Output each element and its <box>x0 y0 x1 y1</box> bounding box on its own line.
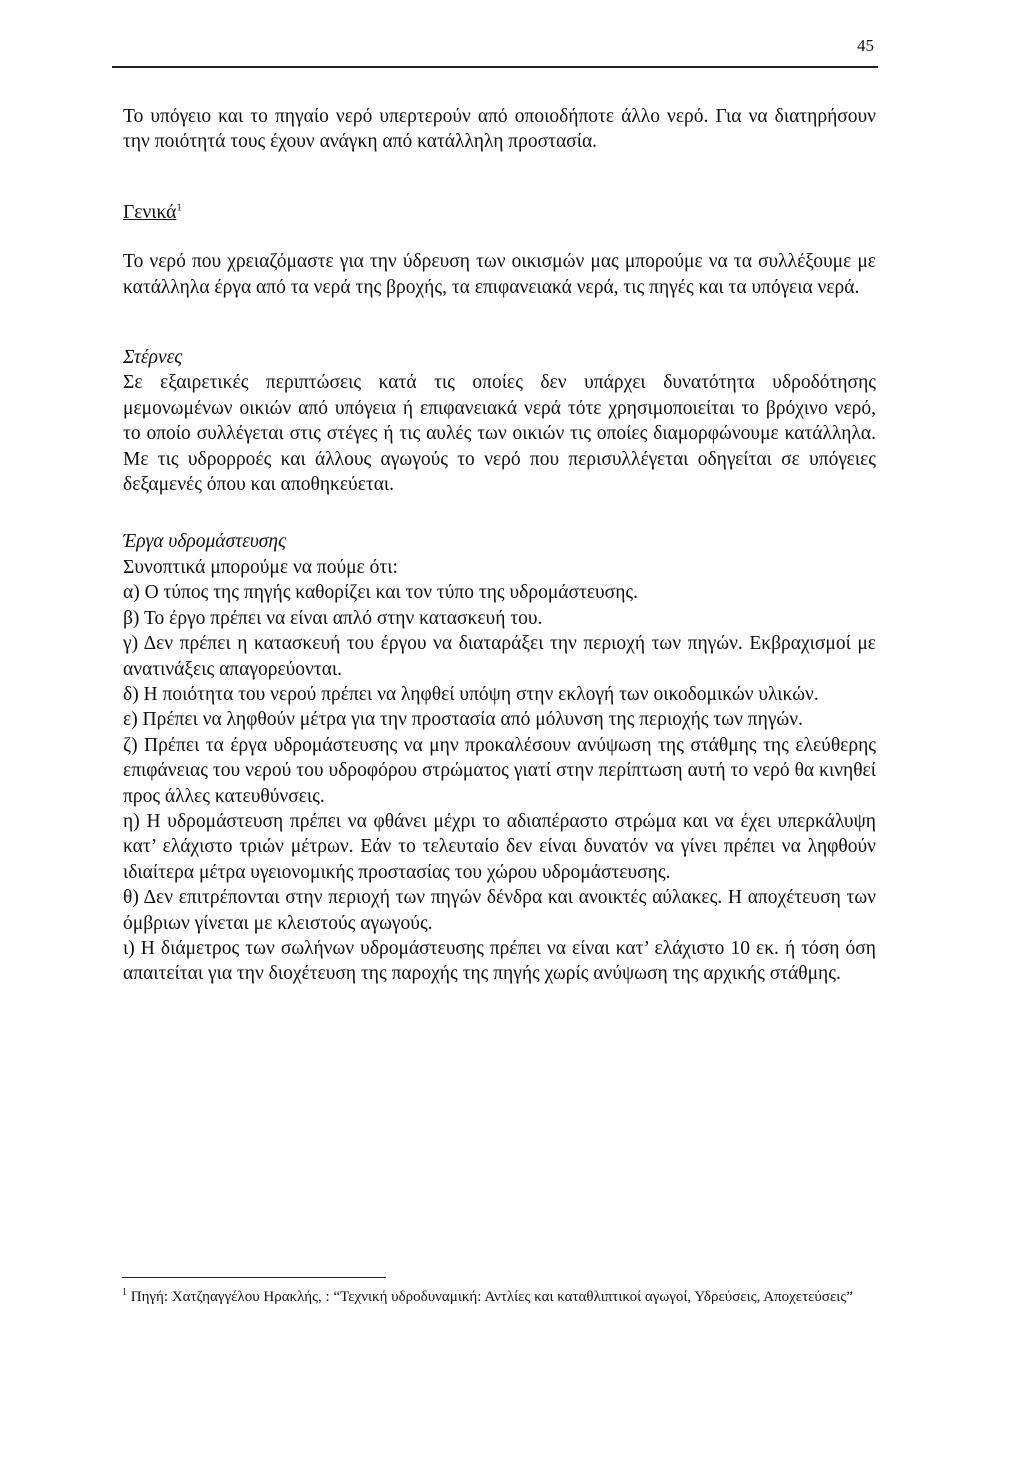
list-item: ι) Η διάμετρος των σωλήνων υδρομάστευσης πρέπει να είναι κατ’ ελάχιστο 10 εκ. ή τόση όση απαιτείται για την διοχέτευση της παροχής της πηγής χωρίς ανύψωση της αρχικής στάθμης. <box>123 937 876 985</box>
section-cisterns-heading: Στέρνες <box>123 347 183 369</box>
list-item: θ) Δεν επιτρέπονται στην περιοχή των πηγών δένδρα και ανοικτές αύλακες. Η αποχέτευση των όμβριων γίνεται με κλειστούς αγωγούς. <box>123 887 876 934</box>
section-general-heading <box>123 200 876 225</box>
list-item: γ) Δεν πρέπει η κατασκευή του έργου να διαταράξει την περιοχή των πηγών. Εκβραχισμοί με ανατινάξεις απαγορεύονται. <box>123 633 876 680</box>
footnote-rule <box>122 1277 386 1278</box>
spacer <box>123 225 876 249</box>
section-cisterns-paragraph: Σε εξαιρετικές περιπτώσεις κατά τις οποίες δεν υπάρχει δυνατότητα υδροδότησης μεμονωμένων οικιών από υπόγεια ή επιφανειακά νερά τότε χρησιμοποιείται το βρόχινο νερό, το οποίο συλλέγεται στις στέγες ή τις αυλές των οικιών τις οποίες διαμορφώνουμε κατάλληλα. Με τις υδρορροές και άλλους αγωγούς το νερό που περισυλλέγεται οδηγείται σε υπόγειες δεξαμενές όπου και αποθηκεύεται. <box>123 372 876 496</box>
footnote-marker: 1 <box>122 1287 127 1298</box>
body-text <box>123 104 876 987</box>
header-rule <box>112 66 878 68</box>
list-item: ε) Πρέπει να ληφθούν μέτρα για την προστασία από μόλυνση της περιοχής των πηγών. <box>123 709 803 731</box>
list-item: ζ) Πρέπει τα έργα υδρομάστευσης να μην προκαλέσουν ανύψωση της στάθμης της ελεύθερης επιφάνειας του νερού του υδροφόρου στρώματος γιατί στην περίπτωση αυτή το νερό θα κινηθεί προς άλλες κατευθύνσεις. <box>123 734 876 807</box>
intro-paragraph: Το υπόγειο και το πηγαίο νερό υπερτερούν από οποιοδήποτε άλλο νερό. Για να διατηρήσουν την ποιότητά τους έχουν ανάγκη από κατάλληλη προστασία. <box>123 106 876 153</box>
section-general-paragraph: Το νερό που χρειαζόμαστε για την ύδρευση των οικισμών μας μπορούμε να τα συλλέξουμε με κατάλληλα έργα από τα νερά της βροχής, τα επιφανειακά νερά, τις πηγές και τα υπόγεια νερά. <box>123 251 876 298</box>
heading-text: Γενικά <box>123 201 177 223</box>
spacer <box>123 497 876 529</box>
footnote-reference: 1 <box>176 201 182 214</box>
list-item: η) Η υδρομάστευση πρέπει να φθάνει μέχρι το αδιαπέραστο στρώμα και να έχει υπερκάλυψη κατ’ ελάχιστο τριών μέτρων. Εάν το τελευταίο δεν είναι δυνατόν να γίνει πρέπει να ληφθούν ιδιαίτερα μέτρα υγειονομικής προστασίας του χώρου υδρομάστευσης. <box>123 810 876 883</box>
footnote-text: Πηγή: Χατζηαγγέλου Ηρακλής, : “Τεχνική υδροδυναμική: Αντλίες και καταθλιπτικοί αγωγοί, Υδρεύσεις, Αποχετεύσεις” <box>130 1289 853 1305</box>
list-item: β) Το έργο πρέπει να είναι απλό στην κατασκευή του. <box>123 607 543 629</box>
spacer <box>123 300 876 345</box>
list-item: α) Ο τύπος της πηγής καθορίζει και τον τύπο της υδρομάστευσης. <box>123 582 638 604</box>
footnote <box>122 1286 877 1309</box>
list-item: δ) Η ποιότητα του νερού πρέπει να ληφθεί υπόψη στην εκλογή των οικοδομικών υλικών. <box>123 683 819 705</box>
spacer <box>123 155 876 200</box>
section-works-intro: Συνοπτικά μπορούμε να πούμε ότι: <box>123 556 398 578</box>
section-works-heading: Έργα υδρομάστευσης <box>123 531 286 553</box>
page-number: 45 <box>857 36 874 55</box>
